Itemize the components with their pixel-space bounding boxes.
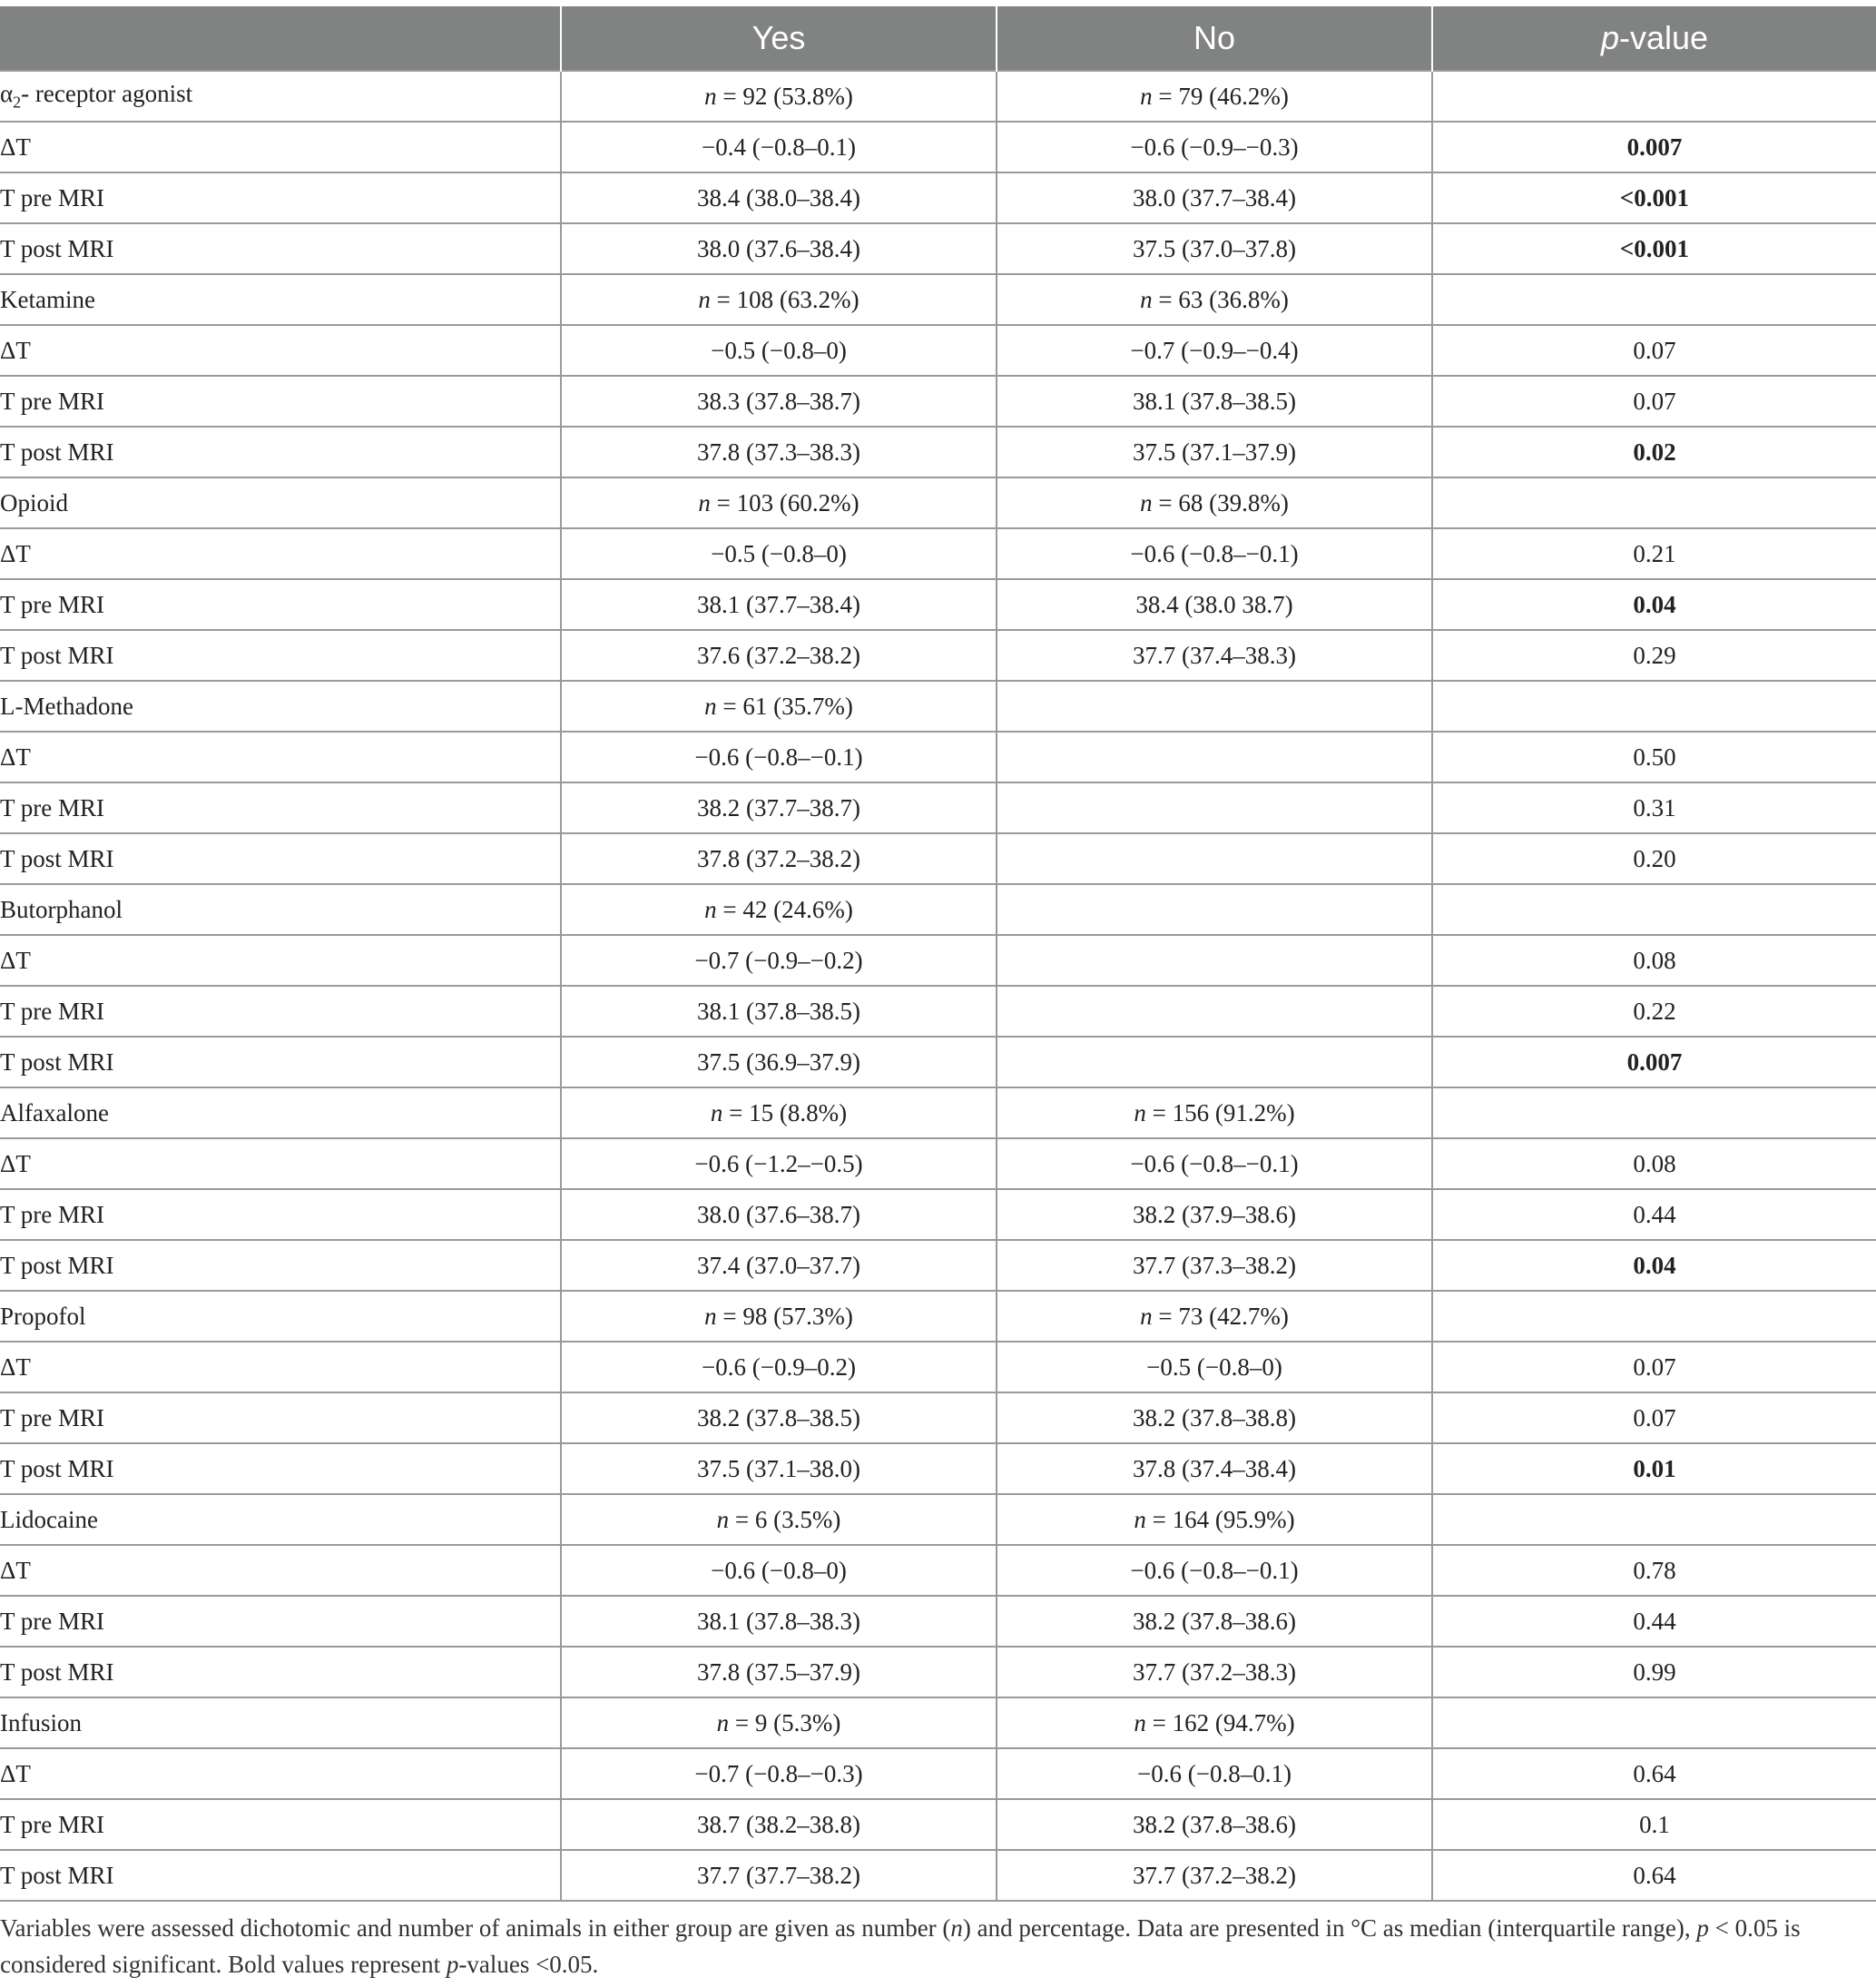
row-label: ΔT: [0, 1138, 561, 1189]
p-value: 0.01: [1432, 1443, 1876, 1494]
footnote-p: p: [1696, 1914, 1709, 1942]
p-value: 0.99: [1432, 1647, 1876, 1697]
table-row: [0, 732, 1876, 782]
n-symbol: n: [716, 1505, 730, 1533]
no-value: 38.1 (37.8–38.5): [997, 376, 1432, 427]
equals-sign: =: [1145, 1708, 1173, 1736]
equals-sign: =: [716, 1302, 743, 1330]
yes-percent: (24.6%): [773, 895, 853, 923]
table-row: [0, 1342, 1876, 1392]
group-label-text: Propofol: [0, 1302, 86, 1330]
no-percent: (94.7%): [1214, 1708, 1295, 1736]
group-pvalue-blank: [1432, 477, 1876, 528]
no-value: −0.6 (−0.8–−0.1): [997, 1138, 1432, 1189]
group-row: [0, 274, 1876, 325]
equals-sign: =: [1145, 1098, 1173, 1126]
yes-value: −0.7 (−0.9–−0.2): [561, 935, 997, 986]
table-row: [0, 1037, 1876, 1087]
group-pvalue-blank: [1432, 1494, 1876, 1545]
row-label: T pre MRI: [0, 1596, 561, 1647]
footnote-n: n: [950, 1914, 963, 1942]
group-row: [0, 1087, 1876, 1138]
no-value: 38.2 (37.9–38.6): [997, 1189, 1432, 1240]
no-percent: (42.7%): [1209, 1302, 1289, 1330]
no-percent: (46.2%): [1209, 82, 1289, 110]
p-value: 0.31: [1432, 782, 1876, 833]
yes-value: 38.7 (38.2–38.8): [561, 1799, 997, 1850]
no-count: 63: [1178, 285, 1203, 313]
p-value: 0.64: [1432, 1850, 1876, 1901]
p-value: 0.08: [1432, 935, 1876, 986]
header-pvalue-rest: -value: [1618, 19, 1709, 56]
yes-count: 6: [754, 1505, 768, 1533]
table-row: [0, 1240, 1876, 1291]
n-symbol: n: [1140, 82, 1153, 110]
no-value: [997, 935, 1432, 986]
no-value: 37.5 (37.0–37.8): [997, 223, 1432, 274]
group-yes-count: [561, 1087, 997, 1138]
no-value: −0.5 (−0.8–0): [997, 1342, 1432, 1392]
table-row: [0, 1392, 1876, 1443]
group-yes-count: [561, 1697, 997, 1748]
table-row: [0, 579, 1876, 630]
table-row: [0, 1189, 1876, 1240]
yes-count: 42: [742, 895, 768, 923]
yes-value: −0.6 (−1.2–−0.5): [561, 1138, 997, 1189]
p-value: 0.50: [1432, 732, 1876, 782]
equals-sign: =: [729, 1708, 755, 1736]
yes-percent: (63.2%): [779, 285, 859, 313]
row-label: T post MRI: [0, 1443, 561, 1494]
group-label: [0, 274, 561, 325]
no-value: −0.6 (−0.8–0.1): [997, 1748, 1432, 1799]
n-symbol: n: [704, 895, 717, 923]
header-blank: [0, 6, 561, 71]
n-symbol: n: [716, 1708, 730, 1736]
yes-percent: (60.2%): [779, 488, 859, 516]
p-value: 0.02: [1432, 427, 1876, 477]
group-pvalue-blank: [1432, 884, 1876, 935]
yes-value: −0.7 (−0.8–−0.3): [561, 1748, 997, 1799]
group-label: [0, 1087, 561, 1138]
no-percent: (95.9%): [1214, 1505, 1295, 1533]
group-row: [0, 884, 1876, 935]
no-value: 38.4 (38.0 38.7): [997, 579, 1432, 630]
yes-value: 38.1 (37.8–38.3): [561, 1596, 997, 1647]
group-row: [0, 681, 1876, 732]
no-value: [997, 1037, 1432, 1087]
header-yes: Yes: [561, 6, 997, 71]
row-label: T pre MRI: [0, 1392, 561, 1443]
group-label: [0, 884, 561, 935]
group-yes-count: [561, 274, 997, 325]
group-label-text: Lidocaine: [0, 1505, 98, 1533]
yes-value: 37.8 (37.3–38.3): [561, 427, 997, 477]
group-label-text: Butorphanol: [0, 895, 123, 923]
equals-sign: =: [716, 895, 743, 923]
row-label: T post MRI: [0, 223, 561, 274]
group-pvalue-blank: [1432, 1697, 1876, 1748]
yes-value: 38.2 (37.8–38.5): [561, 1392, 997, 1443]
n-symbol: n: [704, 1302, 717, 1330]
p-value: 0.21: [1432, 528, 1876, 579]
group-no-count: [997, 1494, 1432, 1545]
p-value: 0.04: [1432, 579, 1876, 630]
group-yes-count: [561, 477, 997, 528]
equals-sign: =: [716, 692, 743, 720]
no-count: 164: [1172, 1505, 1210, 1533]
no-percent: (91.2%): [1214, 1098, 1295, 1126]
yes-value: 38.0 (37.6–38.4): [561, 223, 997, 274]
footnote-p2: p: [446, 1951, 459, 1978]
table-footnote: [0, 1910, 1876, 1982]
table-row: [0, 1596, 1876, 1647]
group-yes-count: [561, 884, 997, 935]
group-label-tail: - receptor agonist: [21, 80, 193, 108]
row-label: T post MRI: [0, 1240, 561, 1291]
table-row: [0, 325, 1876, 376]
no-value: 37.7 (37.2–38.3): [997, 1647, 1432, 1697]
table-row: [0, 1545, 1876, 1596]
group-row: [0, 1494, 1876, 1545]
p-value: 0.29: [1432, 630, 1876, 681]
group-no-count: [997, 1697, 1432, 1748]
data-table: [0, 6, 1876, 1902]
footnote-part3: < 0.05 is considered significant. Bold values represent: [0, 1914, 1801, 1978]
yes-value: 37.5 (37.1–38.0): [561, 1443, 997, 1494]
row-label: T post MRI: [0, 1647, 561, 1697]
yes-value: −0.4 (−0.8–0.1): [561, 122, 997, 172]
no-value: [997, 732, 1432, 782]
table-row: [0, 376, 1876, 427]
row-label: T pre MRI: [0, 782, 561, 833]
no-value: 37.8 (37.4–38.4): [997, 1443, 1432, 1494]
yes-value: 37.7 (37.7–38.2): [561, 1850, 997, 1901]
table-row: [0, 935, 1876, 986]
p-value: 0.08: [1432, 1138, 1876, 1189]
group-no-count: [997, 884, 1432, 935]
group-no-count: [997, 681, 1432, 732]
yes-value: 38.3 (37.8–38.7): [561, 376, 997, 427]
table-header-row: [0, 6, 1876, 71]
yes-count: 92: [742, 82, 768, 110]
no-count: 162: [1172, 1708, 1210, 1736]
row-label: T pre MRI: [0, 1189, 561, 1240]
yes-value: 38.4 (38.0–38.4): [561, 172, 997, 223]
row-label: T pre MRI: [0, 579, 561, 630]
no-value: −0.7 (−0.9–−0.4): [997, 325, 1432, 376]
equals-sign: =: [1152, 82, 1179, 110]
yes-value: −0.6 (−0.9–0.2): [561, 1342, 997, 1392]
group-yes-count: [561, 681, 997, 732]
no-count: 79: [1178, 82, 1203, 110]
group-label-text: Infusion: [0, 1708, 82, 1736]
row-label: T post MRI: [0, 1037, 561, 1087]
yes-count: 61: [742, 692, 768, 720]
n-symbol: n: [1134, 1098, 1146, 1126]
yes-percent: (5.3%): [773, 1708, 841, 1736]
p-value: 0.1: [1432, 1799, 1876, 1850]
no-value: −0.6 (−0.8–−0.1): [997, 1545, 1432, 1596]
table-row: [0, 1443, 1876, 1494]
no-value: 37.7 (37.3–38.2): [997, 1240, 1432, 1291]
group-label: [0, 1494, 561, 1545]
group-label-text: L-Methadone: [0, 692, 133, 720]
no-count: 73: [1178, 1302, 1203, 1330]
yes-percent: (53.8%): [773, 82, 853, 110]
yes-value: 37.5 (36.9–37.9): [561, 1037, 997, 1087]
p-value: 0.007: [1432, 122, 1876, 172]
p-value: 0.07: [1432, 1392, 1876, 1443]
p-value: 0.64: [1432, 1748, 1876, 1799]
row-label: T post MRI: [0, 630, 561, 681]
yes-value: −0.6 (−0.8–0): [561, 1545, 997, 1596]
table-row: [0, 1647, 1876, 1697]
row-label: T post MRI: [0, 833, 561, 884]
n-symbol: n: [698, 285, 711, 313]
group-pvalue-blank: [1432, 274, 1876, 325]
yes-count: 15: [749, 1098, 774, 1126]
group-label: [0, 1697, 561, 1748]
no-value: −0.6 (−0.9–−0.3): [997, 122, 1432, 172]
p-value: <0.001: [1432, 172, 1876, 223]
group-label-subscript: 2: [13, 93, 22, 112]
table-row: [0, 172, 1876, 223]
header-pvalue: [1432, 6, 1876, 71]
no-percent: (39.8%): [1209, 488, 1289, 516]
group-label: [0, 1291, 561, 1342]
yes-value: 38.0 (37.6–38.7): [561, 1189, 997, 1240]
table-row: [0, 1850, 1876, 1901]
group-pvalue-blank: [1432, 1087, 1876, 1138]
row-label: T pre MRI: [0, 172, 561, 223]
row-label: T pre MRI: [0, 986, 561, 1037]
p-value: 0.07: [1432, 1342, 1876, 1392]
p-value: 0.07: [1432, 325, 1876, 376]
row-label: ΔT: [0, 1748, 561, 1799]
no-value: −0.6 (−0.8–−0.1): [997, 528, 1432, 579]
row-label: ΔT: [0, 935, 561, 986]
footnote-part2: ) and percentage. Data are presented in °C as median (interquartile range),: [962, 1914, 1697, 1942]
n-symbol: n: [698, 488, 711, 516]
header-no: No: [997, 6, 1432, 71]
yes-value: 38.2 (37.7–38.7): [561, 782, 997, 833]
yes-value: 37.6 (37.2–38.2): [561, 630, 997, 681]
equals-sign: =: [1152, 488, 1179, 516]
no-value: [997, 833, 1432, 884]
group-yes-count: [561, 71, 997, 122]
group-label: [0, 71, 561, 122]
n-symbol: n: [1140, 285, 1153, 313]
yes-percent: (35.7%): [773, 692, 853, 720]
group-pvalue-blank: [1432, 71, 1876, 122]
row-label: ΔT: [0, 732, 561, 782]
yes-percent: (3.5%): [773, 1505, 841, 1533]
group-row: [0, 1291, 1876, 1342]
yes-value: −0.5 (−0.8–0): [561, 528, 997, 579]
table-body: [0, 71, 1876, 1901]
group-pvalue-blank: [1432, 1291, 1876, 1342]
no-value: [997, 782, 1432, 833]
no-value: 38.2 (37.8–38.6): [997, 1596, 1432, 1647]
yes-value: 38.1 (37.7–38.4): [561, 579, 997, 630]
row-label: ΔT: [0, 325, 561, 376]
table-row: [0, 1138, 1876, 1189]
p-value: 0.07: [1432, 376, 1876, 427]
table-row: [0, 427, 1876, 477]
row-label: ΔT: [0, 528, 561, 579]
table-row: [0, 528, 1876, 579]
p-value: 0.78: [1432, 1545, 1876, 1596]
equals-sign: =: [722, 1098, 750, 1126]
no-count: 156: [1172, 1098, 1210, 1126]
group-no-count: [997, 274, 1432, 325]
equals-sign: =: [1152, 1302, 1179, 1330]
no-value: 38.0 (37.7–38.4): [997, 172, 1432, 223]
equals-sign: =: [710, 285, 737, 313]
yes-percent: (8.8%): [779, 1098, 848, 1126]
equals-sign: =: [716, 82, 743, 110]
footnote-part4: -values <0.05.: [458, 1951, 599, 1978]
row-label: ΔT: [0, 1342, 561, 1392]
equals-sign: =: [710, 488, 737, 516]
n-symbol: n: [710, 1098, 723, 1126]
group-no-count: [997, 71, 1432, 122]
group-no-count: [997, 1291, 1432, 1342]
no-count: 68: [1178, 488, 1203, 516]
row-label: T post MRI: [0, 1850, 561, 1901]
group-label-text: Alfaxalone: [0, 1098, 109, 1126]
group-row: [0, 1697, 1876, 1748]
no-value: 37.5 (37.1–37.9): [997, 427, 1432, 477]
group-label-main: α: [0, 80, 14, 108]
equals-sign: =: [1152, 285, 1179, 313]
yes-percent: (57.3%): [773, 1302, 853, 1330]
p-value: 0.04: [1432, 1240, 1876, 1291]
group-row: [0, 477, 1876, 528]
no-value: 37.7 (37.4–38.3): [997, 630, 1432, 681]
yes-value: 37.4 (37.0–37.7): [561, 1240, 997, 1291]
group-label: [0, 681, 561, 732]
table-row: [0, 986, 1876, 1037]
equals-sign: =: [729, 1505, 755, 1533]
yes-count: 103: [736, 488, 774, 516]
p-value: 0.44: [1432, 1189, 1876, 1240]
row-label: T post MRI: [0, 427, 561, 477]
n-symbol: n: [704, 82, 717, 110]
table-row: [0, 1799, 1876, 1850]
table-row: [0, 630, 1876, 681]
p-value: 0.007: [1432, 1037, 1876, 1087]
p-value: 0.20: [1432, 833, 1876, 884]
yes-value: 37.8 (37.5–37.9): [561, 1647, 997, 1697]
equals-sign: =: [1145, 1505, 1173, 1533]
no-value: 38.2 (37.8–38.6): [997, 1799, 1432, 1850]
yes-value: −0.5 (−0.8–0): [561, 325, 997, 376]
p-value: 0.22: [1432, 986, 1876, 1037]
table-row: [0, 223, 1876, 274]
n-symbol: n: [704, 692, 717, 720]
group-label-text: Opioid: [0, 488, 69, 516]
yes-value: 37.8 (37.2–38.2): [561, 833, 997, 884]
yes-value: 38.1 (37.8–38.5): [561, 986, 997, 1037]
n-symbol: n: [1134, 1708, 1146, 1736]
footnote-part1: Variables were assessed dichotomic and number of animals in either group are given as number (: [0, 1914, 951, 1942]
yes-value: −0.6 (−0.8–−0.1): [561, 732, 997, 782]
p-value: 0.44: [1432, 1596, 1876, 1647]
group-pvalue-blank: [1432, 681, 1876, 732]
yes-count: 9: [754, 1708, 768, 1736]
table-row: [0, 1748, 1876, 1799]
n-symbol: n: [1134, 1505, 1146, 1533]
group-label-text: Ketamine: [0, 285, 95, 313]
row-label: ΔT: [0, 1545, 561, 1596]
no-value: 37.7 (37.2–38.2): [997, 1850, 1432, 1901]
table-row: [0, 122, 1876, 172]
no-value: [997, 986, 1432, 1037]
row-label: T pre MRI: [0, 1799, 561, 1850]
row-label: T pre MRI: [0, 376, 561, 427]
table-row: [0, 833, 1876, 884]
p-value: <0.001: [1432, 223, 1876, 274]
group-yes-count: [561, 1494, 997, 1545]
table-row: [0, 782, 1876, 833]
group-no-count: [997, 477, 1432, 528]
n-symbol: n: [1140, 488, 1153, 516]
group-yes-count: [561, 1291, 997, 1342]
row-label: ΔT: [0, 122, 561, 172]
group-no-count: [997, 1087, 1432, 1138]
group-row: [0, 71, 1876, 122]
group-label: [0, 477, 561, 528]
no-percent: (36.8%): [1209, 285, 1289, 313]
yes-count: 98: [742, 1302, 768, 1330]
n-symbol: n: [1140, 1302, 1153, 1330]
header-pvalue-p: p: [1600, 19, 1619, 56]
no-value: 38.2 (37.8–38.8): [997, 1392, 1432, 1443]
yes-count: 108: [736, 285, 774, 313]
